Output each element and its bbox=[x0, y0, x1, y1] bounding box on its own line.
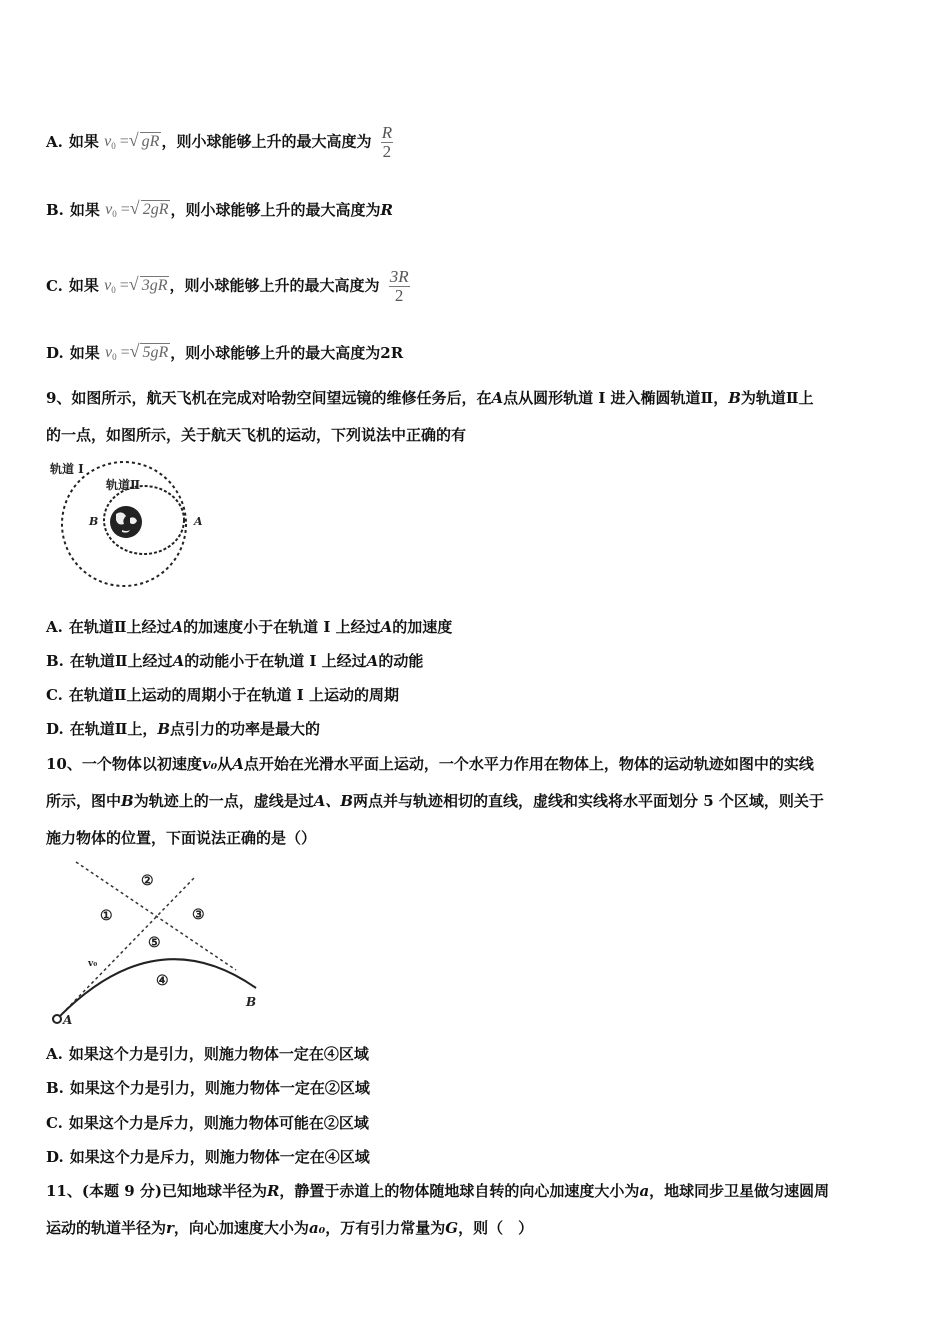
q10-option-a: A. 如果这个力是引力，则施力物体一定在④区域 bbox=[46, 1045, 369, 1063]
q9-option-a: A. 在轨道Ⅱ上经过A的加速度小于在轨道 I 上经过A的加速度 bbox=[46, 618, 453, 636]
height-fraction: $\frac{R}{2}$ bbox=[381, 123, 393, 161]
q10-stem-line3: 施力物体的位置，下面说法正确的是（） bbox=[46, 829, 317, 847]
orbit-1-label: 轨道 I bbox=[50, 462, 84, 476]
orbit-2-label: 轨道Ⅱ bbox=[106, 478, 141, 492]
q11-stem-line1: 11、(本题 9 分)已知地球半径为R，静置于赤道上的物体随地球自转的向心加速度大小为a，地球同步卫星做匀速圆周 bbox=[46, 1182, 830, 1200]
height-fraction: $\frac{3R}{2}$ bbox=[389, 267, 409, 305]
v0-formula: v0 =√ 3gR bbox=[104, 273, 168, 295]
option-label: A. bbox=[46, 132, 63, 151]
region-3-label: ③ bbox=[192, 907, 205, 923]
q11-stem-line2: 运动的轨道半径为r，向心加速度大小为a₀，万有引力常量为G，则（ ） bbox=[46, 1219, 534, 1237]
v0-formula: v0 =√ 2gR bbox=[105, 198, 169, 219]
q10-option-c: C. 如果这个力是斥力，则施力物体可能在②区域 bbox=[46, 1114, 369, 1132]
q10-option-d: D. 如果这个力是斥力，则施力物体一定在④区域 bbox=[46, 1148, 370, 1166]
option-label: B. bbox=[46, 201, 64, 219]
region-4-label: ④ bbox=[156, 973, 169, 989]
q8-option-d: D. 如果 v0 =√ 5gR ，则小球能够上升的最大高度为2R bbox=[46, 340, 403, 368]
q10-option-b: B. 如果这个力是引力，则施力物体一定在②区域 bbox=[46, 1079, 370, 1097]
region-2-label: ② bbox=[141, 873, 154, 889]
option-label: C. bbox=[46, 276, 63, 295]
v0-formula: v0 =√ gR bbox=[104, 129, 160, 151]
point-b-label: B bbox=[89, 515, 99, 528]
earth-icon bbox=[110, 506, 142, 538]
region-1-label: ① bbox=[100, 908, 113, 924]
q8-option-a: A. 如果 v0 =√ gR ，则小球能够上升的最大高度为 $\frac{R}{2}$ bbox=[46, 123, 393, 161]
point-b-label: B bbox=[246, 995, 257, 1009]
q9-option-d: D. 在轨道Ⅱ上，B点引力的功率是最大的 bbox=[46, 720, 321, 738]
q9-option-b: B. 在轨道Ⅱ上经过A的动能小于在轨道 I 上经过A的动能 bbox=[46, 652, 424, 670]
q10-stem-line2: 所示，图中B为轨迹上的一点，虚线是过A、B两点并与轨迹相切的直线，虚线和实线将水平面划分 5 个区域，则关于 bbox=[46, 792, 824, 810]
start-point-marker bbox=[53, 1015, 61, 1023]
point-a-label: A bbox=[63, 1013, 73, 1027]
q9-stem-line1: 9、如图所示，航天飞机在完成对哈勃空间望远镜的维修任务后，在A点从圆形轨道 I 进入椭圆轨道Ⅱ，B为轨道Ⅱ上 bbox=[46, 389, 814, 407]
q10-stem-line1: 10、一个物体以初速度v₀从A点开始在光滑水平面上运动，一个水平力作用在物体上，物体的运动轨迹如图中的实线 bbox=[46, 755, 814, 773]
orbit-figure bbox=[44, 456, 204, 592]
region-5-label: ⑤ bbox=[148, 935, 161, 951]
point-a-label: A bbox=[194, 515, 203, 528]
tangent-line-a bbox=[58, 878, 194, 1018]
option-label: D. bbox=[46, 344, 64, 362]
q8-option-c: C. 如果 v0 =√ 3gR ，则小球能够上升的最大高度为 $\frac{3R}{2}$ bbox=[46, 267, 409, 305]
v0-formula: v0 =√ 5gR bbox=[104, 341, 169, 362]
v0-label: v₀ bbox=[88, 959, 98, 969]
q8-option-b: B. 如果 v0 =√ 2gR ，则小球能够上升的最大高度为R bbox=[46, 197, 393, 225]
trajectory-figure bbox=[46, 858, 266, 1028]
q9-stem-line2: 的一点，如图所示，关于航天飞机的运动，下列说法中正确的有 bbox=[46, 426, 467, 444]
q9-option-c: C. 在轨道Ⅱ上运动的周期小于在轨道 I 上运动的周期 bbox=[46, 686, 400, 704]
